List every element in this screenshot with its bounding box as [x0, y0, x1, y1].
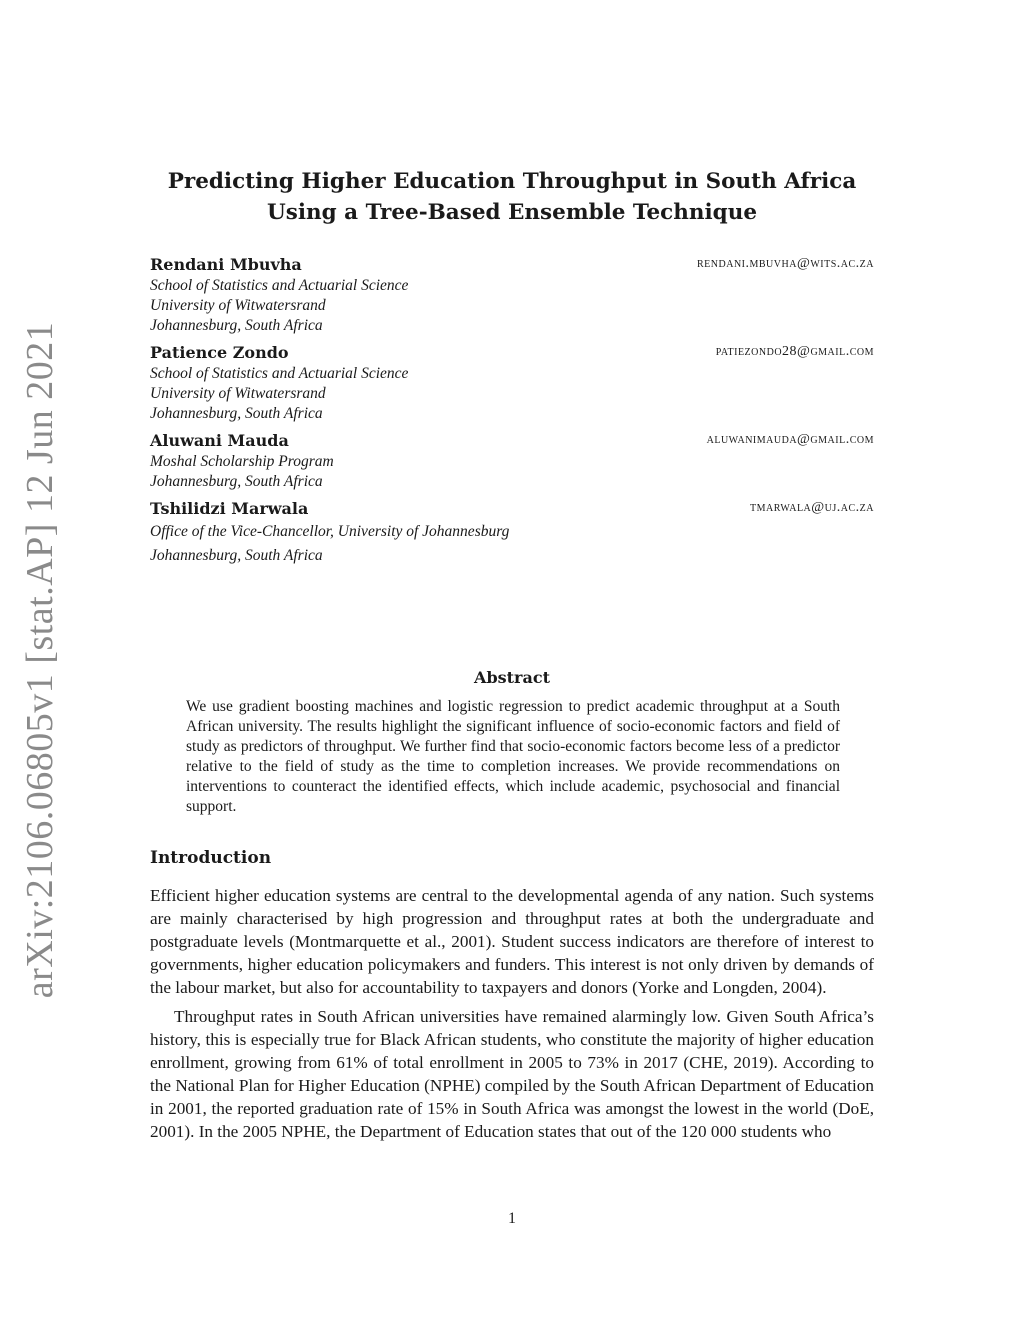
- author-list: [150, 254, 874, 574]
- abstract-text: We use gradient boosting machines and logistic regression to predict academic throughput at a South African university. The results highlight the significant influence of socio-economic factors and field of study as predictors of throughput. We further find that socio-economic factors become less of a predictor relative to the field of study as the time to completion increases. We provide recommendations on interventions to counteract the identified effects, which include academic, psychosocial and financial support.: [186, 698, 840, 815]
- author-affiliation: Johannesburg, South Africa: [150, 473, 323, 490]
- title-line-1: Predicting Higher Education Throughput in South Africa: [167, 169, 857, 194]
- author-affiliation: School of Statistics and Actuarial Science: [150, 277, 409, 294]
- author-affiliation: Johannesburg, South Africa: [150, 317, 323, 334]
- author-affiliation: School of Statistics and Actuarial Science: [150, 365, 409, 382]
- author-affiliation: Johannesburg, South Africa: [150, 547, 323, 564]
- author-email[interactable]: tmarwala@uj.ac.za: [750, 500, 874, 515]
- paper-title: [150, 166, 874, 228]
- author-affiliation: University of Witwatersrand: [150, 297, 326, 314]
- introduction-body: [150, 884, 874, 1143]
- paragraph: Efficient higher education systems are central to the developmental agenda of any nation. Such systems are mainly characterised by high progression and throughput rates at both the undergraduate and postgraduate levels (Montmarquette et al., 2001). Student success indicators are therefore of interest to governments, higher education policymakers and funders. This interest is not only driven by demands of the labour market, but also for accountability to taxpayers and donors (Yorke and Longden, 2004).: [150, 886, 874, 997]
- author-name: Aluwani Mauda: [150, 431, 289, 450]
- introduction-heading: Introduction: [150, 848, 272, 868]
- author-block: [150, 254, 874, 336]
- abstract-heading: Abstract: [474, 668, 550, 687]
- author-name: Patience Zondo: [150, 343, 289, 362]
- author-affiliation: University of Witwatersrand: [150, 385, 326, 402]
- author-name: Tshilidzi Marwala: [150, 499, 309, 518]
- author-email[interactable]: patiezondo28@gmail.com: [715, 344, 874, 359]
- author-email[interactable]: aluwanimauda@gmail.com: [706, 432, 874, 447]
- author-affiliation: Moshal Scholarship Program: [150, 453, 334, 470]
- paragraph: Throughput rates in South African universities have remained alarmingly low. Given South Africa’s history, this is especially true for Black African students, who constitute the majority of higher education enrollment, growing from 61% of total enrollment in 2005 to 73% in 2017 (CHE, 2019). According to the National Plan for Higher Education (NPHE) compiled by the South African Department of Education in 2001, the reported graduation rate of 15% in South Africa was amongst the lowest in the world (DoE, 2001). In the 2005 NPHE, the Department of Education states that out of the 120 000 students who: [150, 1007, 874, 1141]
- page-number: 1: [508, 1210, 516, 1227]
- author-block: [150, 430, 874, 492]
- arxiv-identifier: arXiv:2106.06805v1 [stat.AP] 12 Jun 2021: [19, 321, 61, 999]
- author-affiliation: Office of the Vice-Chancellor, University of Johannesburg: [150, 523, 510, 540]
- author-block: [150, 498, 874, 568]
- author-email[interactable]: rendani.mbuvha@wits.ac.za: [697, 256, 874, 271]
- author-name: Rendani Mbuvha: [150, 255, 302, 274]
- author-affiliation: Johannesburg, South Africa: [150, 405, 323, 422]
- title-line-2: Using a Tree-Based Ensemble Technique: [266, 200, 758, 225]
- author-block: [150, 342, 874, 424]
